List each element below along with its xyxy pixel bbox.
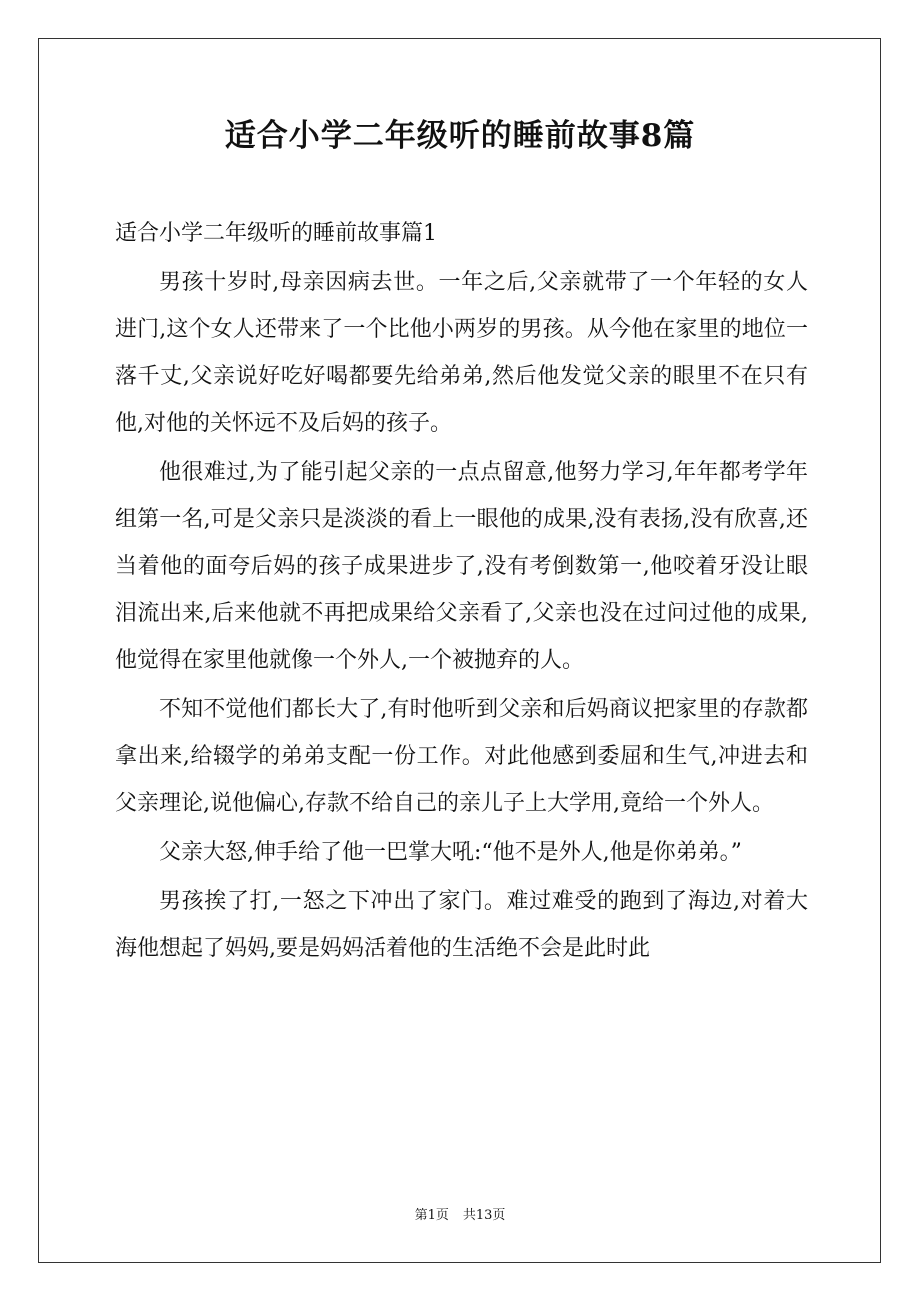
document-title: 适合小学二年级听的睡前故事8篇 <box>224 118 696 154</box>
page-number-total: 共13页 <box>462 1208 506 1223</box>
page-number-current: 第1页 <box>414 1208 449 1223</box>
paragraph: 男孩十岁时,母亲因病去世。一年之后,父亲就带了一个年轻的女人进门,这个女人还带来了一个比他小两岁的男孩。从今他在家里的地位一落千丈,父亲说好吃好喝都要先给弟弟,然后他发觉父亲的眼里不在只有他,对他的关怀远不及后妈的孩子。 <box>115 270 808 436</box>
page-footer <box>0 1206 920 1226</box>
paragraph: 他很难过,为了能引起父亲的一点点留意,他努力学习,年年都考学年组第一名,可是父亲只是淡淡的看上一眼他的成果,没有表扬,没有欣喜,还当着他的面夸后妈的孩子成果进步了,没有考倒数第一,他咬着牙没让眼泪流出来,后来他就不再把成果给父亲看了,父亲也没在过问过他的成果,他觉得在家里他就像一个外人,一个被抛弃的人。 <box>115 460 808 673</box>
document-body <box>115 210 808 974</box>
section-heading: 适合小学二年级听的睡前故事篇1 <box>115 221 437 246</box>
paragraph: 不知不觉他们都长大了,有时他听到父亲和后妈商议把家里的存款都拿出来,给辍学的弟弟支配一份工作。对此他感到委屈和生气,冲进去和父亲理论,说他偏心,存款不给自己的亲儿子上大学用,竟给一个外人。 <box>115 697 808 816</box>
paragraph: 男孩挨了打,一怒之下冲出了家门。难过难受的跑到了海边,对着大海他想起了妈妈,要是妈妈活着他的生活绝不会是此时此 <box>115 889 808 961</box>
paragraph: 父亲大怒,伸手给了他一巴掌大吼:“他不是外人,他是你弟弟。” <box>159 840 742 865</box>
